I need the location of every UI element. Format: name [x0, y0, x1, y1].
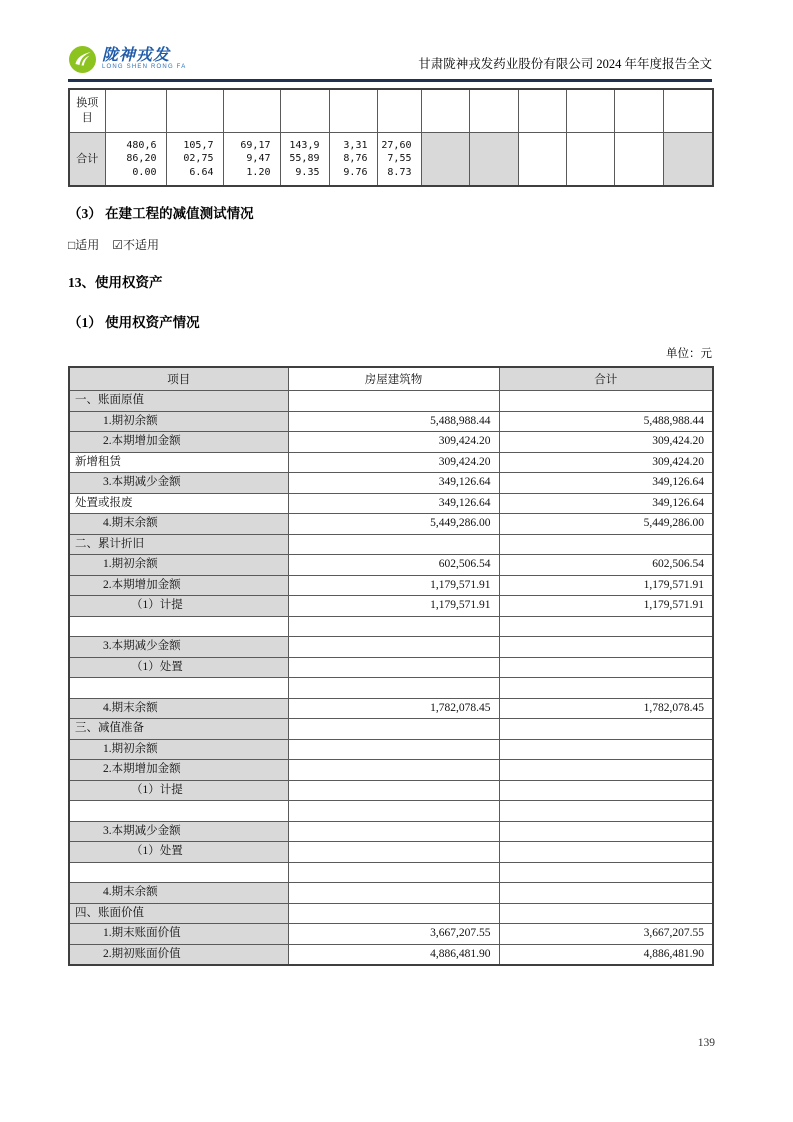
- carryover-value: 480,686,200.00: [126, 139, 157, 178]
- item-label-cell: 1.期末账面价值: [69, 924, 288, 945]
- assets-table: [68, 366, 714, 966]
- not-applicable-checkbox: ☑不适用: [112, 238, 160, 252]
- assets-table-row: [69, 924, 713, 945]
- carryover-value-cell: [280, 89, 329, 133]
- assets-table-row: [69, 534, 713, 555]
- building-value-cell: [288, 391, 499, 412]
- item-label-cell: [69, 678, 288, 699]
- building-value-cell: [288, 862, 499, 883]
- item-label-cell: 1.期初余额: [69, 411, 288, 432]
- logo-text: [102, 48, 186, 71]
- assets-table-row: [69, 452, 713, 473]
- carryover-value-cell: [518, 89, 566, 133]
- col-header-total: 合计: [499, 367, 713, 391]
- total-value-cell: [499, 616, 713, 637]
- brand-name-cn: 陇神戎发: [102, 47, 171, 64]
- carryover-row-label: 换项目: [69, 89, 105, 133]
- assets-table-row: [69, 493, 713, 514]
- building-value-cell: [288, 780, 499, 801]
- building-value-cell: [288, 719, 499, 740]
- total-value-cell: [499, 760, 713, 781]
- building-value-cell: [288, 903, 499, 924]
- building-value-cell: 309,424.20: [288, 452, 499, 473]
- carryover-table-row: [69, 133, 713, 187]
- carryover-value-cell: [377, 89, 421, 133]
- total-value-cell: 5,449,286.00: [499, 514, 713, 535]
- building-value-cell: [288, 842, 499, 863]
- document-title: 甘肃陇神戎发药业股份有限公司 2024 年年度报告全文: [418, 57, 712, 71]
- assets-table-row: [69, 739, 713, 760]
- assets-table-row: [69, 801, 713, 822]
- total-value-cell: [499, 801, 713, 822]
- building-value-cell: [288, 760, 499, 781]
- total-value-cell: [499, 903, 713, 924]
- item-label-cell: 4.期末余额: [69, 514, 288, 535]
- carryover-value-cell: [614, 133, 663, 187]
- assets-table-row: [69, 514, 713, 535]
- building-value-cell: [288, 821, 499, 842]
- carryover-value: 143,955,899.35: [289, 139, 320, 178]
- item-label-cell: 处置或报废: [69, 493, 288, 514]
- carryover-value-cell: [223, 133, 280, 187]
- item-label-cell: 2.本期增加金额: [69, 575, 288, 596]
- carryover-value-cell: [329, 133, 377, 187]
- section-3-heading: （3） 在建工程的减值测试情况: [68, 206, 254, 221]
- building-value-cell: 1,782,078.45: [288, 698, 499, 719]
- building-value-cell: 5,449,286.00: [288, 514, 499, 535]
- carryover-value-cell: [614, 89, 663, 133]
- building-value-cell: [288, 616, 499, 637]
- total-value-cell: [499, 719, 713, 740]
- assets-table-row: [69, 575, 713, 596]
- total-value-cell: [499, 534, 713, 555]
- item-label-cell: [69, 801, 288, 822]
- building-value-cell: 602,506.54: [288, 555, 499, 576]
- company-logo: [68, 45, 186, 74]
- carryover-value-cell: [469, 89, 518, 133]
- building-value-cell: 349,126.64: [288, 493, 499, 514]
- assets-table-row: [69, 842, 713, 863]
- carryover-value-cell: [166, 89, 223, 133]
- total-value-cell: [499, 739, 713, 760]
- item-label-cell: 4.期末余额: [69, 883, 288, 904]
- total-value-cell: [499, 862, 713, 883]
- item-label-cell: 2.本期增加金额: [69, 432, 288, 453]
- carryover-value-cell: [469, 133, 518, 187]
- building-value-cell: 349,126.64: [288, 473, 499, 494]
- carryover-value-cell: [421, 89, 469, 133]
- total-value-cell: [499, 842, 713, 863]
- item-label-cell: 一、账面原值: [69, 391, 288, 412]
- total-value-cell: 3,667,207.55: [499, 924, 713, 945]
- building-value-cell: 309,424.20: [288, 432, 499, 453]
- carryover-value-cell: [566, 133, 614, 187]
- carryover-value: 27,607,558.73: [381, 139, 412, 178]
- carryover-value: 69,179,471.20: [240, 139, 271, 178]
- assets-table-row: [69, 657, 713, 678]
- assets-table-row: [69, 596, 713, 617]
- building-value-cell: 1,179,571.91: [288, 575, 499, 596]
- page-number: 139: [697, 1037, 715, 1049]
- total-value-cell: 5,488,988.44: [499, 411, 713, 432]
- carryover-value: 105,702,756.64: [183, 139, 214, 178]
- assets-table-row: [69, 391, 713, 412]
- carryover-value-cell: [280, 133, 329, 187]
- total-value-cell: [499, 678, 713, 699]
- item-label-cell: 三、减值准备: [69, 719, 288, 740]
- assets-table-row: [69, 411, 713, 432]
- carryover-value-cell: [421, 133, 469, 187]
- total-value-cell: 309,424.20: [499, 432, 713, 453]
- building-value-cell: [288, 678, 499, 699]
- logo-bird-icon: [68, 45, 97, 74]
- carryover-value-cell: [566, 89, 614, 133]
- item-label-cell: （1）处置: [69, 657, 288, 678]
- item-label-cell: 3.本期减少金额: [69, 637, 288, 658]
- item-label-cell: [69, 862, 288, 883]
- item-label-cell: [69, 616, 288, 637]
- carryover-value-cell: [663, 89, 713, 133]
- carryover-table-row: [69, 89, 713, 133]
- assets-table-row: [69, 432, 713, 453]
- total-value-cell: [499, 821, 713, 842]
- carryover-value-cell: [329, 89, 377, 133]
- building-value-cell: 4,886,481.90: [288, 944, 499, 965]
- building-value-cell: 5,488,988.44: [288, 411, 499, 432]
- item-label-cell: 新增租赁: [69, 452, 288, 473]
- total-value-cell: [499, 780, 713, 801]
- assets-table-row: [69, 637, 713, 658]
- total-value-cell: 349,126.64: [499, 493, 713, 514]
- total-value-cell: 1,782,078.45: [499, 698, 713, 719]
- total-value-cell: 602,506.54: [499, 555, 713, 576]
- item-label-cell: （1）处置: [69, 842, 288, 863]
- item-label-cell: （1）计提: [69, 780, 288, 801]
- carryover-value-cell: [223, 89, 280, 133]
- building-value-cell: [288, 657, 499, 678]
- item-label-cell: 3.本期减少金额: [69, 821, 288, 842]
- building-value-cell: [288, 534, 499, 555]
- header-divider: [68, 79, 712, 82]
- item-label-cell: 4.期末余额: [69, 698, 288, 719]
- carryover-value-cell: [663, 133, 713, 187]
- assets-table-row: [69, 780, 713, 801]
- total-value-cell: [499, 637, 713, 658]
- applicable-checkbox: □适用: [68, 238, 100, 252]
- total-value-cell: 1,179,571.91: [499, 596, 713, 617]
- total-value-cell: [499, 391, 713, 412]
- building-value-cell: [288, 739, 499, 760]
- item-label-cell: （1）计提: [69, 596, 288, 617]
- carryover-value-cell: [166, 133, 223, 187]
- item-label-cell: 四、账面价值: [69, 903, 288, 924]
- applicability-line: [68, 236, 159, 253]
- building-value-cell: [288, 883, 499, 904]
- unit-label: 单位：元: [666, 348, 712, 360]
- assets-table-row: [69, 555, 713, 576]
- building-value-cell: 3,667,207.55: [288, 924, 499, 945]
- assets-table-row: [69, 698, 713, 719]
- section-13-heading: 13、使用权资产: [68, 275, 163, 290]
- carryover-value-cell: [105, 89, 166, 133]
- carryover-value-cell: [518, 133, 566, 187]
- section-13-1-heading: （1） 使用权资产情况: [68, 315, 200, 330]
- assets-table-row: [69, 760, 713, 781]
- assets-table-row: [69, 678, 713, 699]
- carryover-row-label: 合计: [69, 133, 105, 187]
- total-value-cell: 309,424.20: [499, 452, 713, 473]
- assets-table-row: [69, 821, 713, 842]
- col-header-item: 项目: [69, 367, 288, 391]
- page-header: [68, 45, 712, 77]
- item-label-cell: 1.期初余额: [69, 739, 288, 760]
- assets-table-row: [69, 862, 713, 883]
- total-value-cell: 349,126.64: [499, 473, 713, 494]
- assets-table-header-row: [69, 367, 713, 391]
- assets-table-row: [69, 903, 713, 924]
- total-value-cell: 4,886,481.90: [499, 944, 713, 965]
- item-label-cell: 2.期初账面价值: [69, 944, 288, 965]
- total-value-cell: 1,179,571.91: [499, 575, 713, 596]
- carryover-value: 3,318,769.76: [343, 139, 368, 178]
- assets-table-row: [69, 883, 713, 904]
- brand-name-en: LONG SHEN RONG FA: [102, 64, 187, 70]
- carryover-value-cell: [105, 133, 166, 187]
- item-label-cell: 3.本期减少金额: [69, 473, 288, 494]
- total-value-cell: [499, 657, 713, 678]
- building-value-cell: [288, 637, 499, 658]
- building-value-cell: 1,179,571.91: [288, 596, 499, 617]
- building-value-cell: [288, 801, 499, 822]
- assets-table-row: [69, 473, 713, 494]
- item-label-cell: 二、累计折旧: [69, 534, 288, 555]
- item-label-cell: 1.期初余额: [69, 555, 288, 576]
- assets-table-row: [69, 719, 713, 740]
- carryover-value-cell: [377, 133, 421, 187]
- carryover-table: [68, 88, 714, 187]
- assets-table-row: [69, 616, 713, 637]
- col-header-buildings: 房屋建筑物: [288, 367, 499, 391]
- total-value-cell: [499, 883, 713, 904]
- assets-table-row: [69, 944, 713, 965]
- item-label-cell: 2.本期增加金额: [69, 760, 288, 781]
